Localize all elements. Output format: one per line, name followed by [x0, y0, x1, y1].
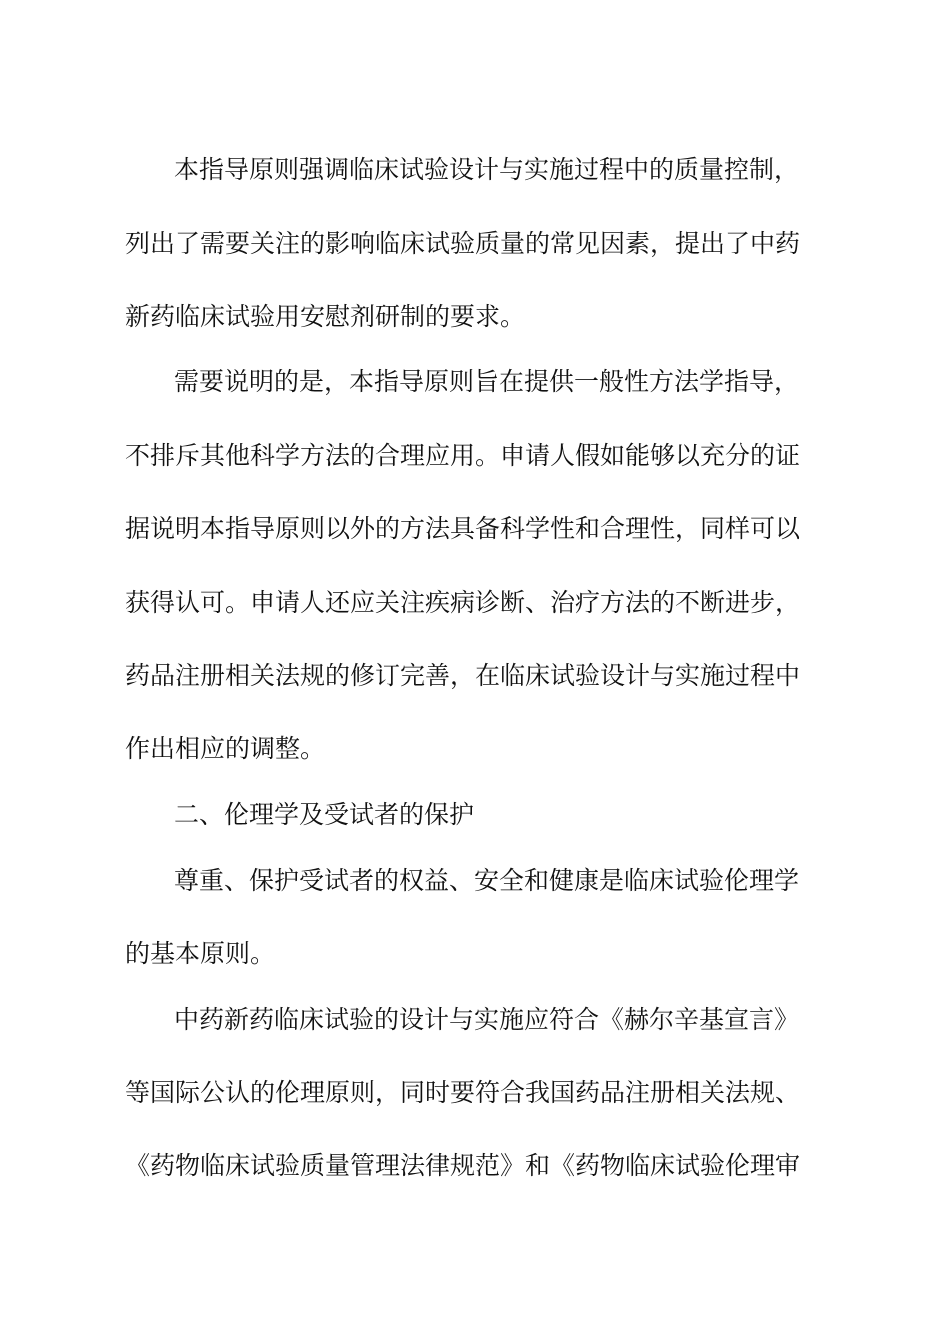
text-line — [0, 729, 950, 769]
text-line — [0, 150, 950, 190]
text-line — [0, 861, 950, 901]
text-line-content: 获得认可。申请人还应关注疾病诊断、治疗方法的不断进步， — [125, 588, 801, 617]
text-line-content: 中药新药临床试验的设计与实施应符合《赫尔辛基宣言》 — [174, 1005, 800, 1034]
text-line — [0, 1073, 950, 1113]
text-line — [0, 1000, 950, 1040]
text-line — [0, 436, 950, 476]
text-line — [0, 583, 950, 623]
text-line — [0, 224, 950, 264]
text-line — [0, 509, 950, 549]
text-line — [0, 297, 950, 337]
text-line-content: 需要说明的是，本指导原则旨在提供一般性方法学指导， — [174, 367, 800, 396]
text-line-content: 不排斥其他科学方法的合理应用。申请人假如能够以充分的证 — [125, 441, 801, 470]
text-line-content: 新药临床试验用安慰剂研制的要求。 — [125, 302, 526, 331]
text-line — [0, 362, 950, 402]
text-line-content: 等国际公认的伦理原则，同时要符合我国药品注册相关法规、 — [125, 1078, 801, 1107]
text-line-content: 《药物临床试验质量管理法律规范》和《药物临床试验伦理审 — [125, 1151, 801, 1180]
section-heading — [0, 795, 950, 835]
text-line-content: 本指导原则强调临床试验设计与实施过程中的质量控制， — [174, 155, 800, 184]
text-line — [0, 1146, 950, 1186]
text-line-content: 列出了需要关注的影响临床试验质量的常见因素，提出了中药 — [125, 229, 801, 258]
text-line-content: 作出相应的调整。 — [125, 734, 326, 763]
text-line-content: 据说明本指导原则以外的方法具备科学性和合理性，同样可以 — [125, 514, 801, 543]
text-line — [0, 656, 950, 696]
text-line — [0, 934, 950, 974]
text-line-content: 的基本原则。 — [125, 939, 276, 968]
text-line-content: 药品注册相关法规的修订完善，在临床试验设计与实施过程中 — [125, 661, 801, 690]
section-heading-text: 二、伦理学及受试者的保护 — [174, 800, 475, 829]
text-line-content: 尊重、保护受试者的权益、安全和健康是临床试验伦理学 — [174, 866, 800, 895]
